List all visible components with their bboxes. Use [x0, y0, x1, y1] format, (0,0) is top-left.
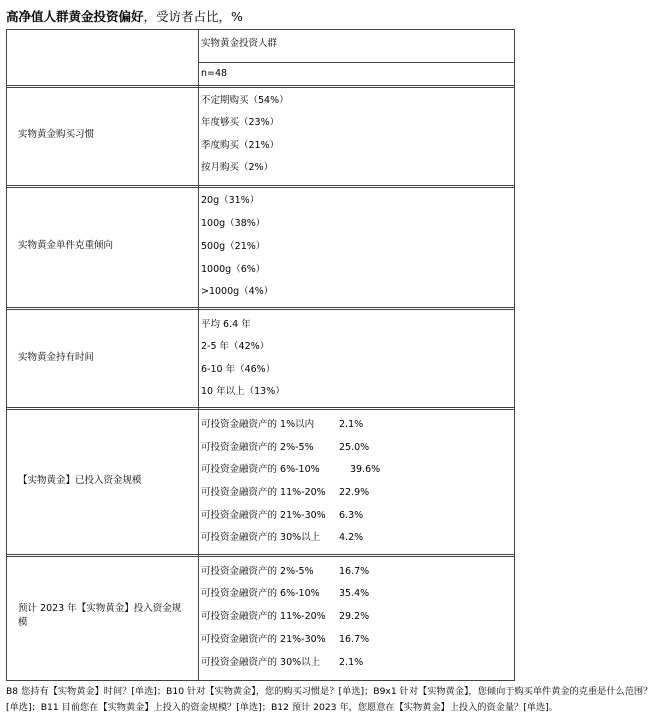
item-label: 可投资金融资产的 2%-5%	[201, 442, 314, 453]
list-item	[201, 463, 381, 477]
list-item	[201, 509, 364, 523]
list-item	[201, 441, 370, 455]
item-percent: 22.9%	[339, 487, 370, 498]
row-divider	[6, 85, 515, 86]
row-divider	[6, 185, 515, 186]
list-item: 按月购买（2%）	[201, 162, 274, 173]
page-title	[6, 7, 243, 25]
item-label: 可投资金融资产的 6%-10%	[201, 464, 320, 475]
section-label-holding-time: 实物黄金持有时间	[18, 352, 95, 363]
item-label: 可投资金融资产的 11%-20%	[201, 487, 326, 498]
header-sample-size: n=48	[201, 68, 228, 79]
list-item: >1000g（4%）	[201, 286, 274, 297]
item-percent: 16.7%	[339, 566, 370, 577]
list-item	[201, 418, 364, 432]
list-item: 季度购买（21%）	[201, 140, 280, 151]
row-divider	[6, 187, 515, 188]
list-item: 平均 6.4 年	[201, 319, 251, 330]
item-percent: 6.3%	[339, 510, 364, 521]
section-label-expected-scale	[18, 602, 181, 630]
section-label-purchase-habit: 实物黄金购买习惯	[18, 129, 95, 140]
row-divider	[6, 556, 515, 557]
item-label: 可投资金融资产的 21%-30%	[201, 510, 326, 521]
list-item: 10 年以上（13%）	[201, 386, 285, 397]
section-label-invested-scale: 【实物黄金】已投入资金规模	[18, 475, 142, 486]
row-divider	[6, 29, 515, 30]
list-item: 年度够买（23%）	[201, 117, 280, 128]
row-divider	[6, 407, 515, 408]
title-bold: 高净值人群黄金投资偏好	[6, 9, 144, 24]
row-divider	[6, 409, 515, 410]
list-item: 2-5 年（42%）	[201, 341, 270, 352]
list-item: 100g（38%）	[201, 218, 266, 229]
item-percent: 2.1%	[339, 657, 364, 668]
table-border-left	[6, 29, 7, 681]
table-border-middle	[198, 29, 199, 681]
item-percent: 35.4%	[339, 588, 370, 599]
section-label-line: 模	[18, 617, 28, 628]
item-percent: 2.1%	[339, 419, 364, 430]
list-item	[201, 565, 370, 579]
item-label: 可投资金融资产的 21%-30%	[201, 634, 326, 645]
list-item: 不定期购买（54%）	[201, 95, 289, 106]
item-label: 可投资金融资产的 11%-20%	[201, 611, 326, 622]
row-divider	[198, 62, 515, 63]
title-rest: ，受访者占比，%	[143, 9, 243, 24]
section-label-unit-weight: 实物黄金单件克重倾向	[18, 240, 114, 251]
item-label: 可投资金融资产的 30%以上	[201, 657, 321, 668]
list-item	[201, 531, 364, 545]
footnote: B8 您持有【实物黄金】时间？[单选]；B10 针对【实物黄金】，您的购买习惯是？[单选]；B9x1 针对【实物黄金】，您倾向于购买单件黄金的克重是什么范围？[单选]；B11 目前您在【实物黄金】上投入的资金规模？[单选]；B12 预计 2023 年，您愿意在【实物黄金】上投入的资金量？[单选]。	[6, 686, 653, 713]
list-item: 20g（31%）	[201, 195, 260, 206]
list-item: 500g（21%）	[201, 241, 266, 252]
item-percent: 39.6%	[350, 464, 381, 475]
item-percent: 4.2%	[339, 532, 364, 543]
item-label: 可投资金融资产的 1%以内	[201, 419, 315, 430]
row-divider	[6, 309, 515, 310]
item-label: 可投资金融资产的 2%-5%	[201, 566, 314, 577]
list-item	[201, 633, 370, 647]
header-group: 实物黄金投资人群	[201, 38, 278, 49]
list-item	[201, 656, 364, 670]
table-border-right	[514, 29, 515, 681]
list-item: 6-10 年（46%）	[201, 364, 276, 375]
row-divider	[6, 554, 515, 555]
list-item	[201, 610, 370, 624]
item-label: 可投资金融资产的 30%以上	[201, 532, 321, 543]
item-label: 可投资金融资产的 6%-10%	[201, 588, 320, 599]
item-percent: 29.2%	[339, 611, 370, 622]
list-item	[201, 587, 370, 601]
list-item	[201, 486, 370, 500]
row-divider	[6, 87, 515, 88]
list-item: 1000g（6%）	[201, 264, 266, 275]
row-divider	[6, 680, 515, 681]
row-divider	[6, 307, 515, 308]
item-percent: 16.7%	[339, 634, 370, 645]
item-percent: 25.0%	[339, 442, 370, 453]
section-label-line: 预计 2023 年【实物黄金】投入资金规	[18, 603, 182, 614]
